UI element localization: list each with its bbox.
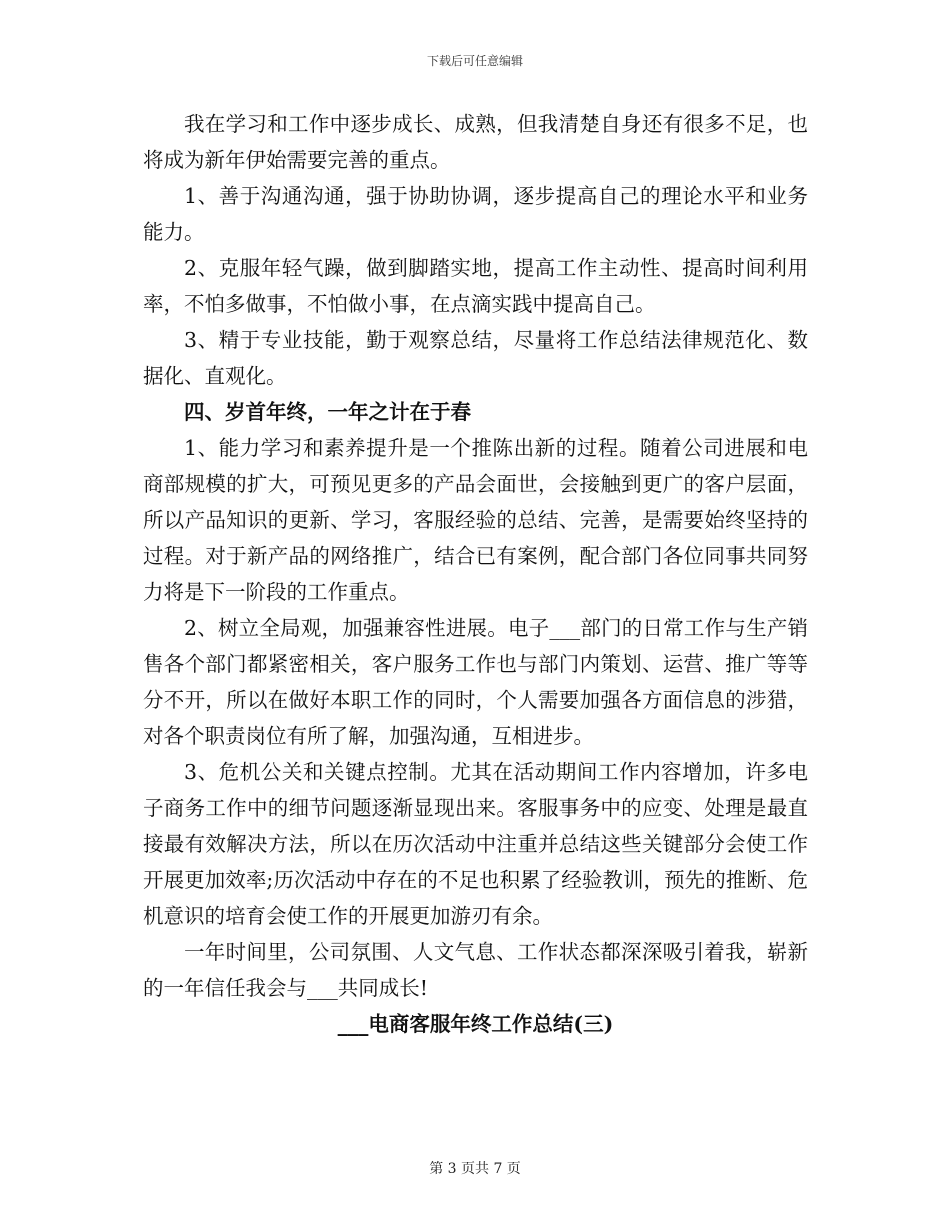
document-title: ___电商客服年终工作总结(三): [337, 1012, 614, 1036]
paragraph: 我在学习和工作中逐步成长、成熟，但我清楚自身还有很多不足，也将成为新年伊始需要完善的重点。: [143, 112, 808, 172]
paragraph: 3、危机公关和关键点控制。尤其在活动期间工作内容增加，许多电子商务工作中的细节问题逐渐显现出来。客服事务中的应变、处理是最直接最有效解决方法，所以在历次活动中注重并总结这些关键部分会使工作开展更加效率;历次活动中存在的不足也积累了经验教训，预先的推断、危机意识的培育会使工作的开展更加游刃有余。: [143, 760, 808, 928]
paragraph: 一年时间里，公司氛围、人文气息、工作状态都深深吸引着我，崭新的一年信任我会与___共同成长!: [143, 940, 808, 1000]
page-number: 第 3 页共 7 页: [429, 1161, 521, 1177]
paragraph: 2、克服年轻气躁，做到脚踏实地，提高工作主动性、提高时间利用率，不怕多做事，不怕做小事，在点滴实践中提高自己。: [143, 256, 808, 316]
document-body: [143, 106, 808, 1042]
paragraph: 3、精于专业技能，勤于观察总结，尽量将工作总结法律规范化、数据化、直观化。: [143, 328, 808, 388]
paragraph: 1、善于沟通沟通，强于协助协调，逐步提高自己的理论水平和业务能力。: [143, 184, 808, 244]
page-header: 下载后可任意编辑: [426, 54, 523, 68]
paragraph: 2、树立全局观，加强兼容性进展。电子___部门的日常工作与生产销售各个部门都紧密相关，客户服务工作也与部门内策划、运营、推广等等分不开，所以在做好本职工作的同时，个人需要加强各方面信息的涉猎，对各个职责岗位有所了解，加强沟通，互相进步。: [143, 616, 808, 748]
paragraph: 1、能力学习和素养提升是一个推陈出新的过程。随着公司进展和电商部规模的扩大，可预见更多的产品会面世，会接触到更广的客户层面，所以产品知识的更新、学习，客服经验的总结、完善，是需要始终坚持的过程。对于新产品的网络推广，结合已有案例，配合部门各位同事共同努力将是下一阶段的工作重点。: [143, 436, 808, 604]
section-heading: 四、岁首年终，一年之计在于春: [184, 400, 471, 424]
